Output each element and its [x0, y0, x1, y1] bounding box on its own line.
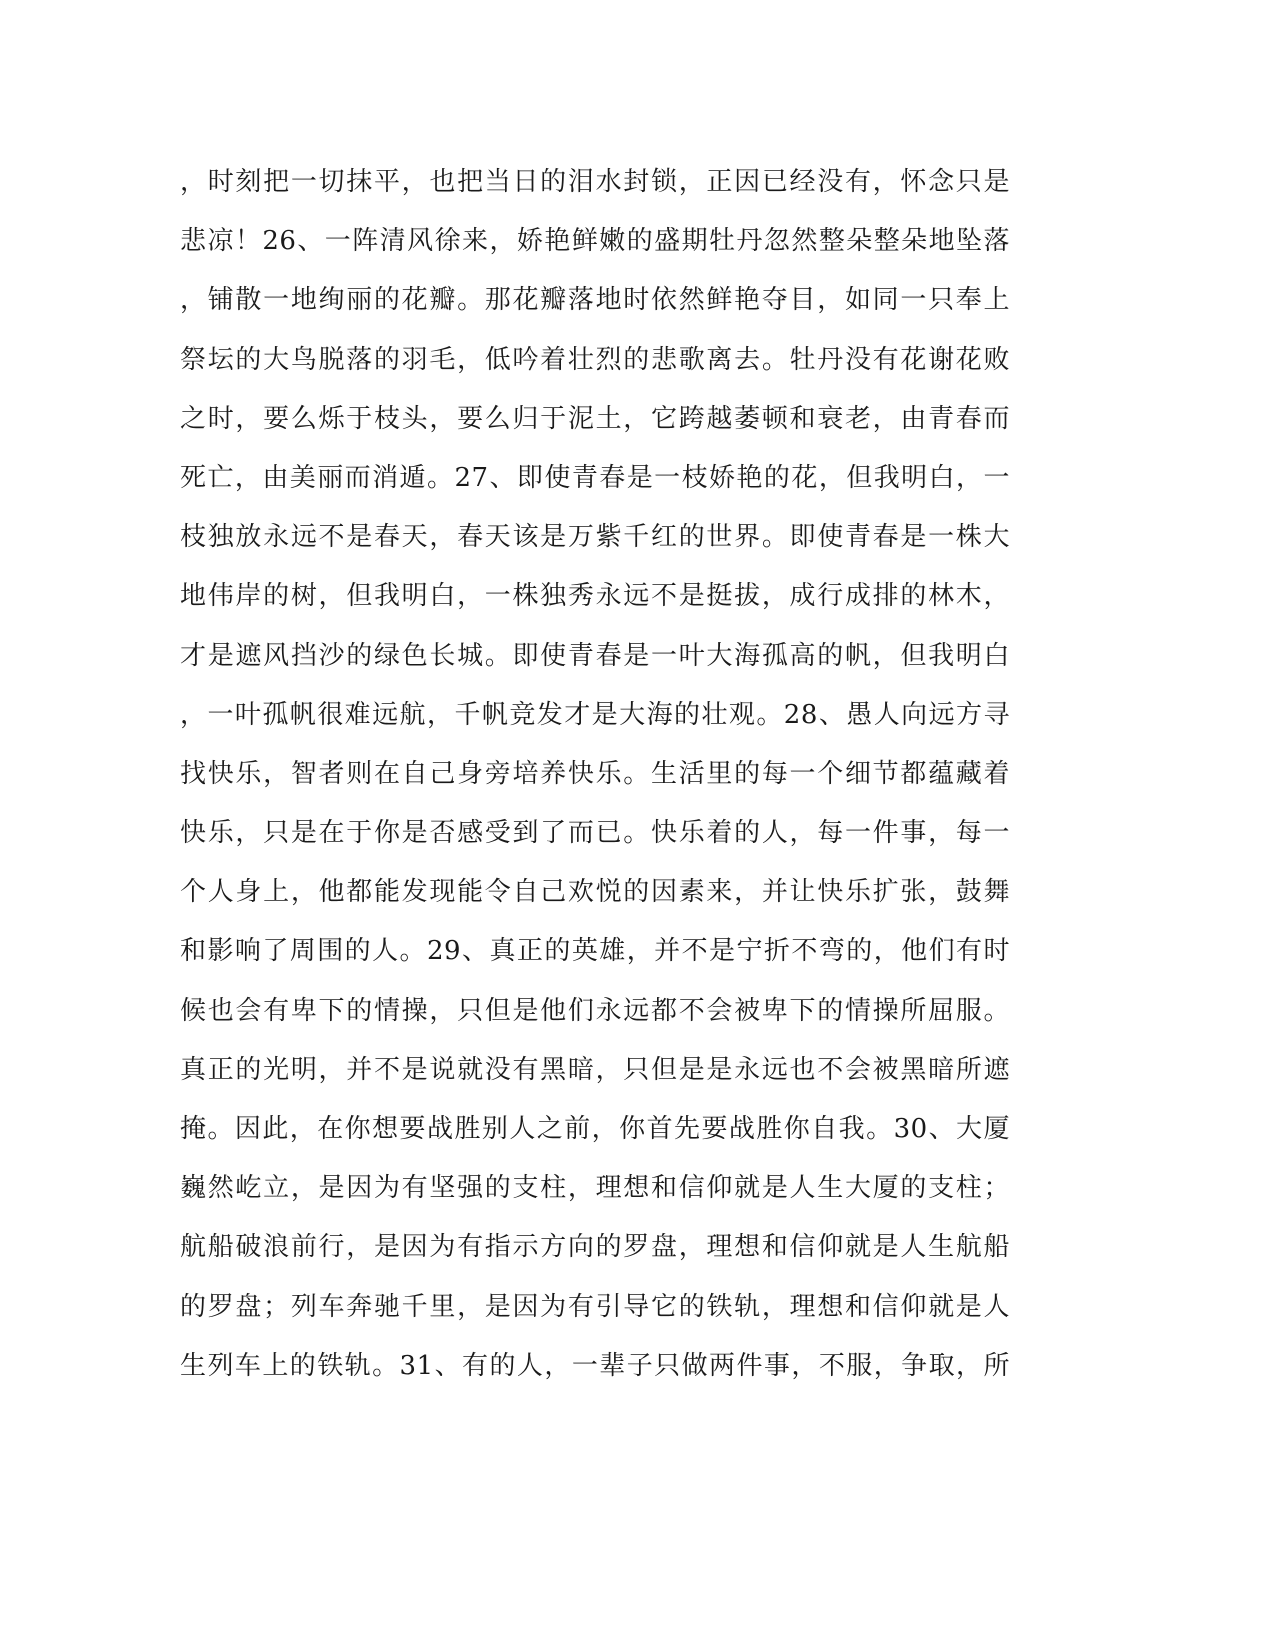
text-line: ，铺散一地绚丽的花瓣。那花瓣落地时依然鲜艳夺目，如同一只奉上 [180, 285, 1010, 316]
text-line: 枝独放永远不是春天，春天该是万紫千红的世界。即使青春是一株大 [180, 522, 1010, 553]
text-line: 找快乐，智者则在自己身旁培养快乐。生活里的每一个细节都蕴藏着 [180, 758, 1010, 789]
text-line: 掩。因此，在你想要战胜别人之前，你首先要战胜你自我。30、大厦 [180, 1114, 1010, 1144]
text-line: 地伟岸的树，但我明白，一株独秀永远不是挺拔，成行成排的林木， [180, 581, 1010, 612]
text-line: 个人身上，他都能发现能令自己欢悦的因素来，并让快乐扩张，鼓舞 [180, 877, 1010, 908]
text-line: ，时刻把一切抹平，也把当日的泪水封锁，正因已经没有，怀念只是 [180, 167, 1010, 197]
text-line: 和影响了周围的人。29、真正的英雄，并不是宁折不弯的，他们有时 [180, 936, 1010, 967]
text-line: 才是遮风挡沙的绿色长城。即使青春是一叶大海孤高的帆，但我明白 [180, 640, 1010, 671]
body-text [180, 160, 1010, 1403]
text-line: 巍然屹立，是因为有坚强的支柱，理想和信仰就是人生大厦的支柱； [180, 1173, 1010, 1204]
text-line: 悲凉！26、一阵清风徐来，娇艳鲜嫩的盛期牡丹忽然整朵整朵地坠落 [180, 226, 1010, 257]
text-line: 真正的光明，并不是说就没有黑暗，只但是是永远也不会被黑暗所遮 [180, 1054, 1010, 1085]
text-line: 之时，要么烁于枝头，要么归于泥土，它跨越萎顿和衰老，由青春而 [180, 403, 1010, 434]
text-line: 候也会有卑下的情操，只但是他们永远都不会被卑下的情操所屈服。 [180, 995, 1010, 1026]
text-line: 死亡，由美丽而消遁。27、即使青春是一枝娇艳的花，但我明白，一 [180, 462, 1010, 493]
text-line: ，一叶孤帆很难远航，千帆竞发才是大海的壮观。28、愚人向远方寻 [180, 699, 1010, 730]
text-line: 祭坛的大鸟脱落的羽毛，低吟着壮烈的悲歌离去。牡丹没有花谢花败 [180, 344, 1010, 375]
text-line: 快乐，只是在于你是否感受到了而已。快乐着的人，每一件事，每一 [180, 818, 1010, 849]
text-line: 航船破浪前行，是因为有指示方向的罗盘，理想和信仰就是人生航船 [180, 1232, 1010, 1263]
text-line: 生列车上的铁轨。31、有的人，一辈子只做两件事，不服，争取，所 [180, 1350, 1010, 1381]
text-line: 的罗盘；列车奔驰千里，是因为有引导它的铁轨，理想和信仰就是人 [180, 1291, 1010, 1322]
